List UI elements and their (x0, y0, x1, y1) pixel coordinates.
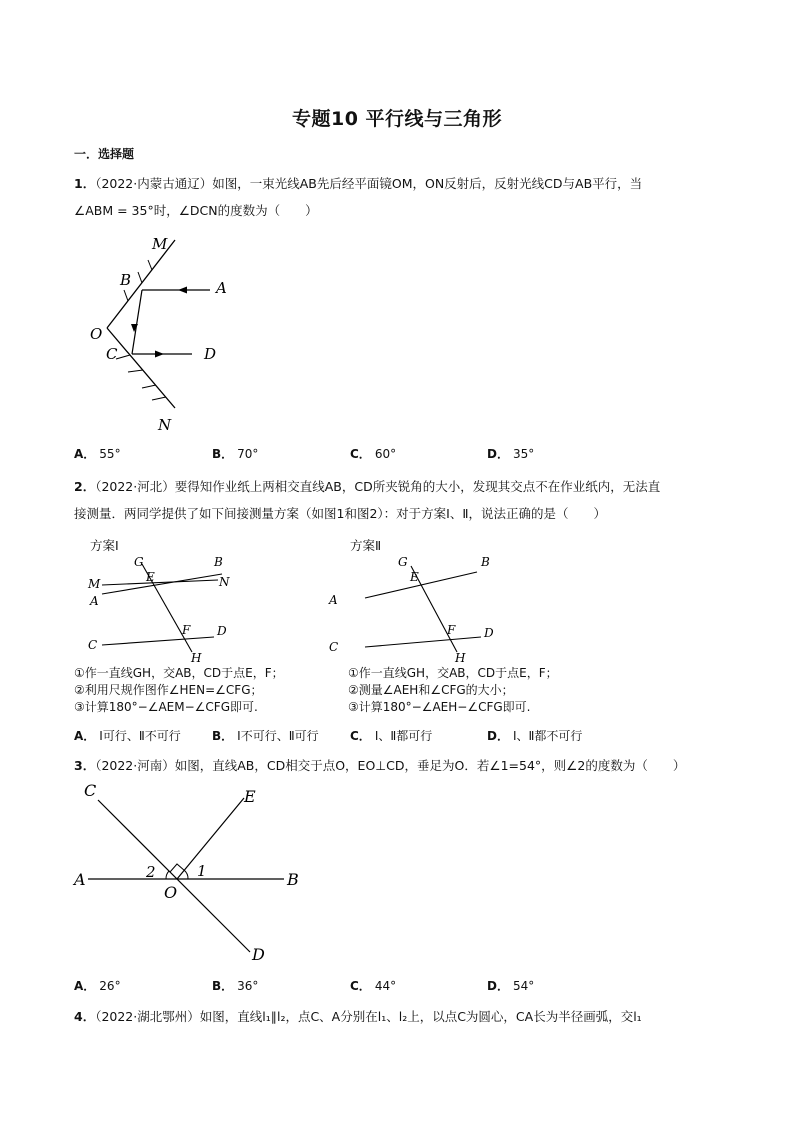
label-F: F (447, 623, 456, 637)
step: ③计算180°−∠AEM−∠CFG即可. (74, 700, 258, 714)
question-number: 3． (74, 758, 96, 773)
label-E: E (146, 570, 155, 584)
question-3-text (74, 752, 724, 779)
question-line: （2022·河北）要得知作业纸上两相交直线AB，CD所夹锐角的大小，发现其交点不在作业纸内，无法直 (95, 479, 661, 494)
label-D: D (252, 945, 265, 964)
label-D: D (484, 626, 494, 640)
label-D: D (217, 624, 227, 638)
label-E: E (410, 570, 419, 584)
label-B: B (481, 555, 490, 569)
option-b[interactable]: B． 70° (212, 447, 259, 461)
plan-2-title: 方案Ⅱ (350, 538, 382, 553)
option-c[interactable]: C． Ⅰ、Ⅱ都可行 (350, 729, 433, 743)
option-d[interactable]: D． 35° (487, 447, 535, 461)
option-b[interactable]: B． Ⅰ不可行、Ⅱ可行 (212, 729, 319, 743)
label-A: A (329, 593, 338, 607)
label-F: F (182, 623, 191, 637)
label-E: E (244, 787, 256, 806)
label-A: A (216, 279, 227, 297)
page-title: 专题10 平行线与三角形 (291, 108, 503, 130)
label-angle-2: 2 (146, 863, 156, 881)
option-a[interactable]: A． Ⅰ可行、Ⅱ不可行 (74, 729, 181, 743)
option-d[interactable]: D． 54° (487, 979, 535, 993)
label-C: C (84, 782, 97, 800)
label-G: G (398, 555, 408, 569)
label-C: C (88, 638, 98, 652)
question-number: 4． (74, 1009, 96, 1024)
option-c[interactable]: C． 44° (350, 979, 397, 993)
label-B: B (214, 555, 223, 569)
step: ②测量∠AEH和∠CFG的大小； (348, 683, 514, 697)
label-A: A (74, 870, 86, 889)
question-line: 接测量．两同学提供了如下间接测量方案（如图1和图2）：对于方案Ⅰ、Ⅱ，说法正确的是（ ） (74, 506, 606, 521)
label-N: N (158, 416, 172, 434)
label-G: G (134, 555, 144, 569)
figure-plan-1 (82, 552, 242, 666)
question-line: （2022·湖北鄂州）如图，直线l₁∥l₂，点C、A分别在l₁、l₂上，以点C为圆心，CA长为半径画弧，交l₁ (95, 1009, 642, 1024)
label-N: N (219, 575, 230, 589)
step: ①作一直线GH，交AB，CD于点E，F； (348, 666, 558, 680)
step: ①作一直线GH，交AB，CD于点E，F； (74, 666, 284, 680)
figure-mirror-reflection (80, 232, 260, 437)
figure-intersecting-lines (70, 782, 310, 964)
label-C: C (329, 640, 339, 654)
plan-2-steps (348, 665, 628, 716)
label-C: C (106, 345, 118, 363)
step: ②利用尺规作图作∠HEN=∠CFG； (74, 683, 263, 697)
figure-plan-2 (325, 552, 510, 666)
question-4-text (74, 1003, 724, 1030)
option-a[interactable]: A． 55° (74, 447, 121, 461)
label-H: H (455, 651, 466, 665)
question-number: 2． (74, 479, 96, 494)
label-M: M (88, 577, 101, 591)
option-a[interactable]: A． 26° (74, 979, 121, 993)
option-c[interactable]: C． 60° (350, 447, 397, 461)
question-number: 1． (74, 176, 96, 191)
label-D: D (204, 345, 217, 363)
label-O: O (90, 325, 103, 343)
question-line: （2022·河南）如图，直线AB，CD相交于点O，EO⊥CD，垂足为O．若∠1=54°，则∠2的度数为（ ） (95, 758, 686, 773)
label-B: B (120, 271, 132, 289)
question-line: （2022·内蒙古通辽）如图，一束光线AB先后经平面镜OM，ON反射后，反射光线CD与AB平行，当 (95, 176, 643, 191)
section-heading: 一．选择题 (74, 147, 135, 161)
question-line: ∠ABM = 35°时，∠DCN的度数为（ ） (74, 203, 318, 218)
plan-1-title: 方案Ⅰ (90, 538, 119, 553)
option-b[interactable]: B． 36° (212, 979, 259, 993)
label-B: B (287, 870, 299, 889)
question-2-text (74, 473, 724, 527)
option-d[interactable]: D． Ⅰ、Ⅱ都不可行 (487, 729, 583, 743)
label-angle-1: 1 (197, 862, 207, 880)
label-H: H (191, 651, 202, 665)
plan-1-steps (74, 665, 339, 716)
label-A: A (90, 594, 99, 608)
label-O: O (164, 883, 178, 902)
question-1-text (74, 170, 724, 224)
step: ③计算180°−∠AEH−∠CFG即可. (348, 700, 531, 714)
label-M: M (152, 235, 168, 253)
